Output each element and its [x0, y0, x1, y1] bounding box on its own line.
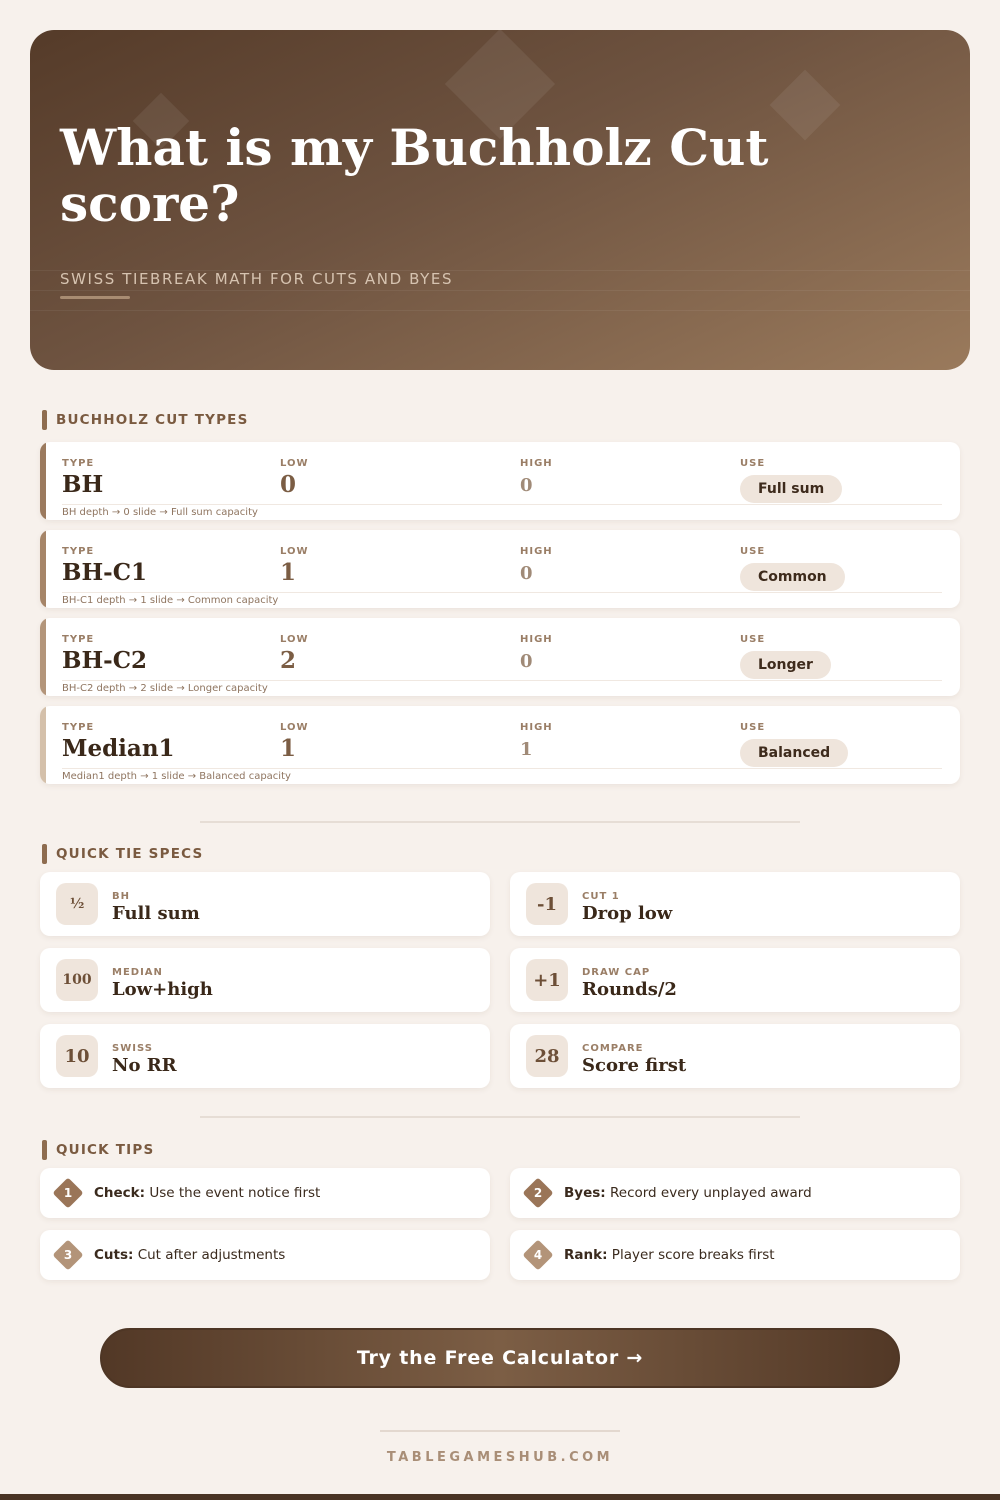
- column-label-low: LOW: [280, 722, 309, 733]
- spec-badge: -1: [526, 883, 568, 925]
- tip-number: 1: [63, 1186, 73, 1200]
- spec-card: [510, 1024, 960, 1088]
- spec-value: Score first: [582, 1055, 687, 1076]
- column-type: [62, 458, 103, 498]
- decor-line: [30, 290, 970, 291]
- decor-line: [30, 310, 970, 311]
- footer-divider: [380, 1430, 620, 1432]
- type-value: BH: [62, 471, 104, 498]
- row-description: BH-C2 depth → 2 slide → Longer capacity: [62, 683, 268, 694]
- tip-text: [94, 1230, 285, 1280]
- spec-label: COMPARE: [582, 1043, 644, 1054]
- page-title: What is my Buchholz Cut score?: [60, 118, 769, 233]
- subtitle-underline: [60, 296, 130, 299]
- hero-banner: [30, 30, 970, 370]
- value-wrap-use: [740, 733, 848, 767]
- type-row: [40, 706, 960, 784]
- tip-body: Record every unplayed award: [609, 1185, 812, 1201]
- column-high: [520, 722, 553, 760]
- column-low: [280, 546, 309, 586]
- value-wrap-high: [520, 651, 553, 672]
- use-value: Balanced: [740, 739, 848, 767]
- column-type: [62, 722, 175, 762]
- column-label-use: USE: [740, 458, 766, 469]
- column-label-type: TYPE: [62, 634, 95, 645]
- row-accent-bar: [40, 442, 46, 520]
- row-divider: [62, 504, 942, 505]
- column-use: [740, 722, 848, 767]
- column-label-low: LOW: [280, 546, 309, 557]
- try-calculator-button[interactable]: Try the Free Calculator →: [100, 1328, 900, 1388]
- use-value: Common: [740, 563, 845, 591]
- spec-card: [510, 948, 960, 1012]
- column-label-low: LOW: [280, 458, 309, 469]
- value-wrap-low: [280, 471, 309, 498]
- value-wrap-low: [280, 559, 309, 586]
- column-type: [62, 546, 147, 586]
- tip-key: Byes:: [564, 1185, 606, 1201]
- column-use: [740, 546, 845, 591]
- row-description: BH depth → 0 slide → Full sum capacity: [62, 507, 258, 518]
- column-label-type: TYPE: [62, 546, 95, 557]
- tip-number-badge: [54, 1179, 82, 1207]
- tip-body: Use the event notice first: [149, 1185, 321, 1201]
- tip-key: Cuts:: [94, 1247, 134, 1263]
- spec-value: Drop low: [582, 903, 673, 924]
- column-label-type: TYPE: [62, 722, 95, 733]
- value-wrap-high: [520, 739, 553, 760]
- column-use: [740, 634, 831, 679]
- column-label-low: LOW: [280, 634, 309, 645]
- low-value: 0: [280, 471, 297, 498]
- low-value: 1: [280, 559, 297, 586]
- tip-card: [510, 1230, 960, 1280]
- spec-value: Full sum: [112, 903, 200, 924]
- low-value: 1: [280, 735, 297, 762]
- type-value: BH-C2: [62, 647, 148, 674]
- spec-card: [40, 872, 490, 936]
- tip-body: Player score breaks first: [611, 1247, 775, 1263]
- column-low: [280, 722, 309, 762]
- tip-number-badge: [54, 1241, 82, 1269]
- tip-number: 2: [533, 1186, 543, 1200]
- column-label-use: USE: [740, 722, 766, 733]
- section-divider: [200, 821, 800, 823]
- type-row: [40, 618, 960, 696]
- tip-card: [40, 1230, 490, 1280]
- tip-number-badge: [524, 1179, 552, 1207]
- tip-text: [564, 1168, 812, 1218]
- tip-number: 4: [533, 1248, 543, 1262]
- spec-label: MEDIAN: [112, 967, 163, 978]
- column-label-use: USE: [740, 546, 766, 557]
- tip-text: [94, 1168, 320, 1218]
- column-label-high: HIGH: [520, 458, 553, 469]
- column-high: [520, 458, 553, 496]
- spec-card: [40, 948, 490, 1012]
- column-label-use: USE: [740, 634, 766, 645]
- tip-body: Cut after adjustments: [137, 1247, 286, 1263]
- row-accent-bar: [40, 706, 46, 784]
- spec-card: [510, 872, 960, 936]
- type-row: [40, 442, 960, 520]
- value-wrap-use: [740, 469, 842, 503]
- tip-key: Check:: [94, 1185, 146, 1201]
- section-title-tips: QUICK TIPS: [42, 1140, 154, 1160]
- type-row: [40, 530, 960, 608]
- value-wrap-low: [280, 647, 309, 674]
- value-wrap-use: [740, 645, 831, 679]
- column-label-high: HIGH: [520, 546, 553, 557]
- row-accent-bar: [40, 530, 46, 608]
- spec-label: BH: [112, 891, 130, 902]
- row-description: BH-C1 depth → 1 slide → Common capacity: [62, 595, 279, 606]
- tip-text: [564, 1230, 775, 1280]
- spec-label: DRAW CAP: [582, 967, 651, 978]
- high-value: 1: [520, 739, 533, 760]
- column-label-high: HIGH: [520, 634, 553, 645]
- type-value: Median1: [62, 735, 175, 762]
- tip-number: 3: [63, 1248, 73, 1262]
- value-wrap-high: [520, 475, 553, 496]
- column-use: [740, 458, 842, 503]
- spec-value: No RR: [112, 1055, 177, 1076]
- page-subtitle: SWISS TIEBREAK MATH FOR CUTS AND BYES: [60, 270, 454, 288]
- column-high: [520, 546, 553, 584]
- spec-badge: ½: [56, 883, 98, 925]
- column-low: [280, 634, 309, 674]
- bottom-bar: [0, 1494, 1000, 1500]
- section-title-specs: QUICK TIE SPECS: [42, 844, 203, 864]
- value-wrap-type: [62, 559, 147, 586]
- low-value: 2: [280, 647, 297, 674]
- row-divider: [62, 592, 942, 593]
- spec-value: Rounds/2: [582, 979, 677, 1000]
- column-label-high: HIGH: [520, 722, 553, 733]
- spec-badge: 10: [56, 1035, 98, 1077]
- high-value: 0: [520, 651, 533, 672]
- tip-key: Rank:: [564, 1247, 608, 1263]
- row-divider: [62, 768, 942, 769]
- spec-value: Low+high: [112, 979, 213, 1000]
- column-high: [520, 634, 553, 672]
- tip-card: [510, 1168, 960, 1218]
- tip-number-badge: [524, 1241, 552, 1269]
- use-value: Full sum: [740, 475, 842, 503]
- high-value: 0: [520, 563, 533, 584]
- value-wrap-type: [62, 647, 147, 674]
- value-wrap-low: [280, 735, 309, 762]
- spec-label: SWISS: [112, 1043, 153, 1054]
- footer-site-link[interactable]: TABLEGAMESHUB.COM: [386, 1450, 614, 1465]
- high-value: 0: [520, 475, 533, 496]
- row-description: Median1 depth → 1 slide → Balanced capacity: [62, 771, 291, 782]
- tip-card: [40, 1168, 490, 1218]
- column-low: [280, 458, 309, 498]
- spec-badge: 100: [56, 959, 98, 1001]
- row-accent-bar: [40, 618, 46, 696]
- type-value: BH-C1: [62, 559, 148, 586]
- column-type: [62, 634, 147, 674]
- row-divider: [62, 680, 942, 681]
- use-value: Longer: [740, 651, 831, 679]
- spec-badge: +1: [526, 959, 568, 1001]
- spec-badge: 28: [526, 1035, 568, 1077]
- value-wrap-type: [62, 735, 175, 762]
- column-label-type: TYPE: [62, 458, 95, 469]
- section-divider: [200, 1116, 800, 1118]
- spec-card: [40, 1024, 490, 1088]
- section-title-types: BUCHHOLZ CUT TYPES: [42, 410, 249, 430]
- value-wrap-use: [740, 557, 845, 591]
- value-wrap-high: [520, 563, 553, 584]
- value-wrap-type: [62, 471, 103, 498]
- spec-label: CUT 1: [582, 891, 620, 902]
